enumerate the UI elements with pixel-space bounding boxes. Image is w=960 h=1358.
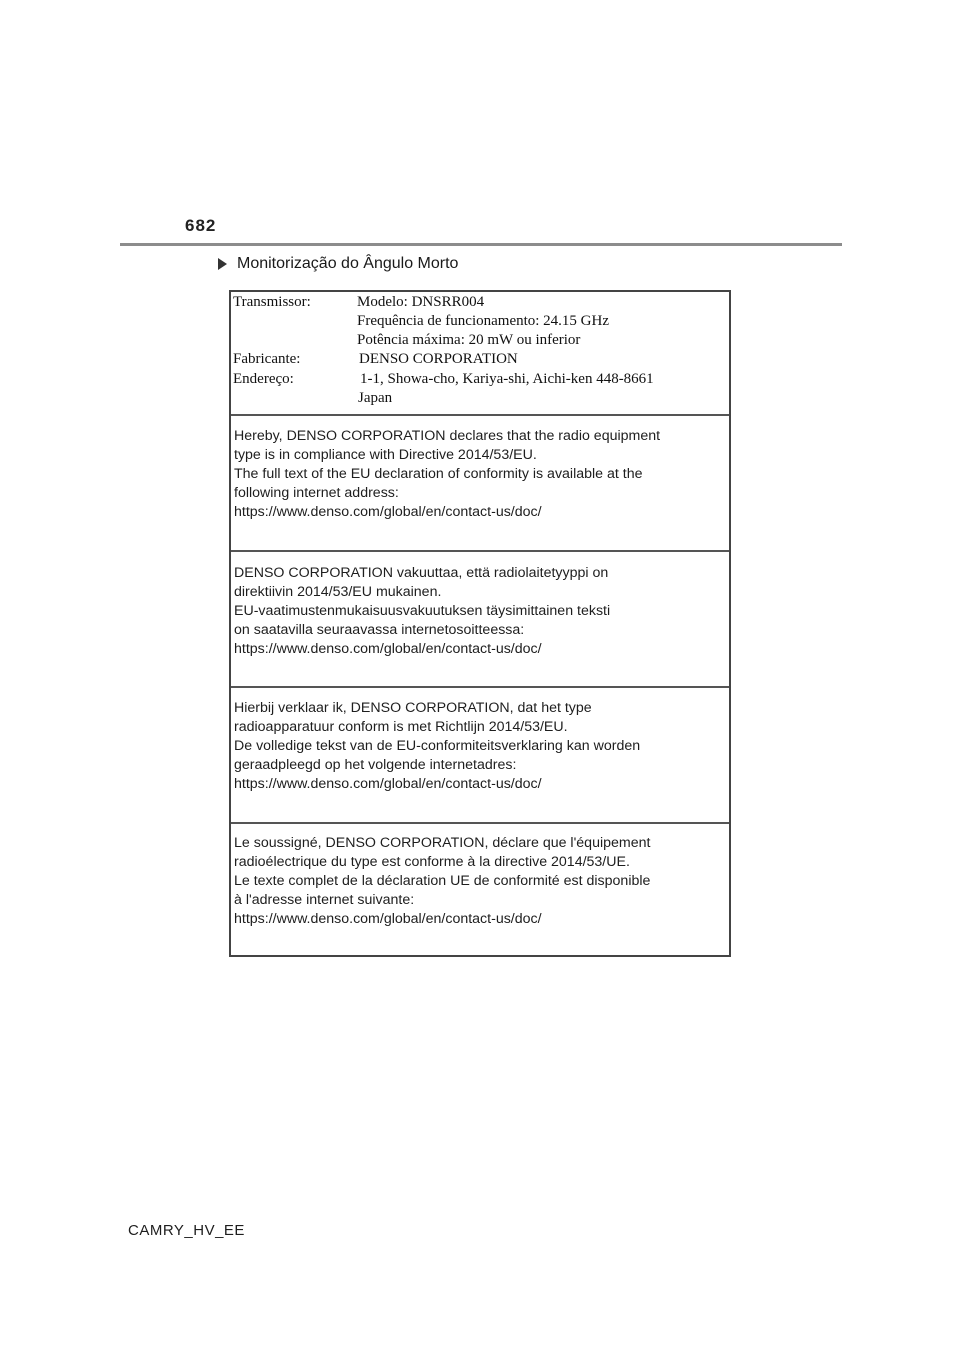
section-title: Monitorização do Ângulo Morto xyxy=(237,255,459,272)
declaration-line: DENSO CORPORATION vakuuttaa, että radiolaitetyyppi on xyxy=(234,565,609,581)
declaration-line: Le soussigné, DENSO CORPORATION, déclare que l'équipement xyxy=(234,835,651,851)
declaration-line: direktiivin 2014/53/EU mukainen. xyxy=(234,584,442,600)
declaration-line: Le texte complet de la déclaration UE de conformité est disponible xyxy=(234,873,651,889)
spec-key: Transmissor: xyxy=(233,294,311,310)
section-divider xyxy=(231,550,729,552)
spec-row xyxy=(233,371,731,390)
declaration-url: https://www.denso.com/global/en/contact-us/doc/ xyxy=(234,911,542,927)
section-divider xyxy=(231,414,729,416)
spec-row xyxy=(233,294,731,313)
header-rule xyxy=(120,243,842,246)
declaration-line: Hierbij verklaar ik, DENSO CORPORATION, dat het type xyxy=(234,700,592,716)
spec-row xyxy=(233,313,731,332)
declaration-url: https://www.denso.com/global/en/contact-us/doc/ xyxy=(234,641,542,657)
declaration-url: https://www.denso.com/global/en/contact-us/doc/ xyxy=(234,504,542,520)
declaration-line: on saatavilla seuraavassa internetosoitteessa: xyxy=(234,622,525,638)
spec-value: 1-1, Showa-cho, Kariya-shi, Aichi-ken 448-8661 xyxy=(360,371,654,387)
declaration-line: à l'adresse internet suivante: xyxy=(234,892,415,908)
declaration-line: radioélectrique du type est conforme à la directive 2014/53/UE. xyxy=(234,854,630,870)
declaration-line: radioapparatuur conform is met Richtlijn 2014/53/EU. xyxy=(234,719,568,735)
footer-model-code: CAMRY_HV_EE xyxy=(128,1222,245,1239)
declaration-line: following internet address: xyxy=(234,485,399,501)
section-divider xyxy=(231,686,729,688)
declaration-line: geraadpleegd op het volgende internetadres: xyxy=(234,757,517,773)
declaration-line: The full text of the EU declaration of conformity is available at the xyxy=(234,466,643,482)
declaration-line: De volledige tekst van de EU-conformiteitsverklaring kan worden xyxy=(234,738,641,754)
spec-row xyxy=(233,351,731,370)
triangle-bullet-icon xyxy=(218,258,227,270)
spec-key: Fabricante: xyxy=(233,351,301,367)
declaration-line: Hereby, DENSO CORPORATION declares that the radio equipment xyxy=(234,428,661,444)
spec-value: Japan xyxy=(358,390,393,406)
declaration-line: type is in compliance with Directive 2014/53/EU. xyxy=(234,447,537,463)
spec-row xyxy=(233,332,731,351)
declaration-line: EU-vaatimustenmukaisuusvakuutuksen täysimittainen teksti xyxy=(234,603,611,619)
section-divider xyxy=(231,822,729,824)
spec-value: Frequência de funcionamento: 24.15 GHz xyxy=(357,313,610,329)
spec-value: DENSO CORPORATION xyxy=(359,351,518,367)
spec-value: Potência máxima: 20 mW ou inferior xyxy=(357,332,581,348)
spec-key: Endereço: xyxy=(233,371,294,387)
page-number: 682 xyxy=(185,216,217,235)
certification-label xyxy=(229,290,731,957)
spec-row xyxy=(233,390,731,409)
spec-value: Modelo: DNSRR004 xyxy=(357,294,485,310)
declaration-url: https://www.denso.com/global/en/contact-us/doc/ xyxy=(234,776,542,792)
section-heading xyxy=(218,255,458,273)
